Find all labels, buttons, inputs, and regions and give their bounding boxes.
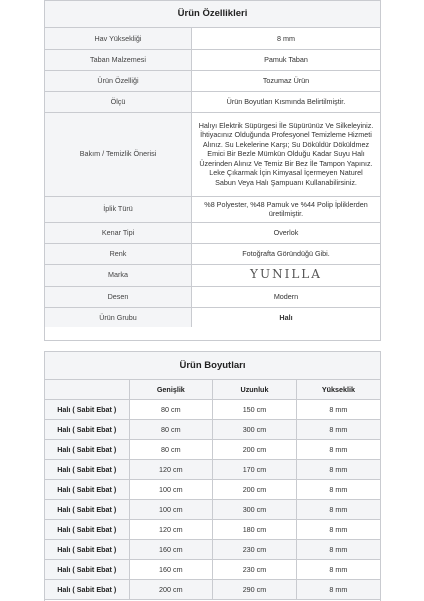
size-name: Halı ( Sabit Ebat ) bbox=[45, 500, 129, 520]
spec-row-pattern bbox=[45, 286, 380, 307]
size-height: 8 mm bbox=[296, 560, 380, 580]
size-width: 80 cm bbox=[129, 420, 213, 440]
spec-row-brand bbox=[45, 264, 380, 286]
table-row bbox=[45, 580, 380, 600]
size-width: 160 cm bbox=[129, 540, 213, 560]
specs-table bbox=[45, 28, 380, 327]
size-width: 160 cm bbox=[129, 560, 213, 580]
size-height: 8 mm bbox=[296, 540, 380, 560]
spec-row-group bbox=[45, 307, 380, 327]
size-width: 200 cm bbox=[129, 580, 213, 600]
table-row bbox=[45, 440, 380, 460]
size-length: 300 cm bbox=[213, 500, 297, 520]
table-row bbox=[45, 560, 380, 580]
spec-value: Fotoğrafta Göründüğü Gibi. bbox=[192, 243, 381, 264]
size-name: Halı ( Sabit Ebat ) bbox=[45, 480, 129, 500]
size-width: 80 cm bbox=[129, 440, 213, 460]
size-height: 8 mm bbox=[296, 520, 380, 540]
size-name: Halı ( Sabit Ebat ) bbox=[45, 440, 129, 460]
size-name: Halı ( Sabit Ebat ) bbox=[45, 420, 129, 440]
size-height: 8 mm bbox=[296, 440, 380, 460]
size-name: Halı ( Sabit Ebat ) bbox=[45, 580, 129, 600]
spec-label: Bakım / Temizlik Önerisi bbox=[45, 112, 192, 196]
spec-label: Taban Malzemesi bbox=[45, 49, 192, 70]
size-width: 100 cm bbox=[129, 500, 213, 520]
header-cell bbox=[45, 380, 129, 400]
size-width: 80 cm bbox=[129, 400, 213, 420]
size-length: 230 cm bbox=[213, 540, 297, 560]
size-length: 300 cm bbox=[213, 420, 297, 440]
size-length: 290 cm bbox=[213, 580, 297, 600]
spec-value: Pamuk Taban bbox=[192, 49, 381, 70]
spec-value: Ürün Boyutları Kısmında Belirtilmiştir. bbox=[192, 91, 381, 112]
table-row bbox=[45, 480, 380, 500]
size-height: 8 mm bbox=[296, 420, 380, 440]
size-width: 120 cm bbox=[129, 520, 213, 540]
spec-row-feature bbox=[45, 70, 380, 91]
spec-label: Ölçü bbox=[45, 91, 192, 112]
sizes-table bbox=[45, 380, 380, 600]
size-name: Halı ( Sabit Ebat ) bbox=[45, 560, 129, 580]
size-length: 180 cm bbox=[213, 520, 297, 540]
header-width: Genişlik bbox=[129, 380, 213, 400]
sizes-header-row bbox=[45, 380, 380, 400]
spec-value: Halıyı Elektrik Süpürgesi İle Süpürünüz Ve Silkeleyiniz. İhtiyacınız Olduğunda Profesyonel Temizleme Hizmeti Alınız. Su Lekelerine Karşı; Su Döküldür Döküldmez Emici Bir Bezle Mümkün Olduğu Kadar Suyu Halı Üzerinden Alınız Ve Temiz Bir Bez İle Tampon Yapınız. Leke Çıkarmak İçin Kimyasal İçermeyen Naturel Sabun Veya Halı Şampuanı Kullanabilirsiniz. bbox=[192, 112, 381, 196]
spec-row-pile-height bbox=[45, 28, 380, 49]
brand-logo: YUNILLA bbox=[250, 266, 322, 281]
table-row bbox=[45, 460, 380, 480]
spec-label: Marka bbox=[45, 264, 192, 286]
size-height: 8 mm bbox=[296, 460, 380, 480]
spec-row-care bbox=[45, 112, 380, 196]
spec-label: İplik Türü bbox=[45, 196, 192, 222]
table-row bbox=[45, 540, 380, 560]
product-specs-card bbox=[44, 0, 381, 341]
spec-value: Tozumaz Ürün bbox=[192, 70, 381, 91]
spec-row-size bbox=[45, 91, 380, 112]
size-length: 150 cm bbox=[213, 400, 297, 420]
size-height: 8 mm bbox=[296, 580, 380, 600]
spec-row-color bbox=[45, 243, 380, 264]
size-length: 200 cm bbox=[213, 440, 297, 460]
spec-value: 8 mm bbox=[192, 28, 381, 49]
table-row bbox=[45, 500, 380, 520]
spec-value: Modern bbox=[192, 286, 381, 307]
size-width: 100 cm bbox=[129, 480, 213, 500]
spec-row-edge bbox=[45, 222, 380, 243]
spec-value: Halı bbox=[192, 307, 381, 327]
size-height: 8 mm bbox=[296, 500, 380, 520]
size-length: 230 cm bbox=[213, 560, 297, 580]
size-name: Halı ( Sabit Ebat ) bbox=[45, 400, 129, 420]
table-row bbox=[45, 420, 380, 440]
table-row bbox=[45, 400, 380, 420]
size-height: 8 mm bbox=[296, 480, 380, 500]
header-height: Yükseklik bbox=[296, 380, 380, 400]
size-length: 170 cm bbox=[213, 460, 297, 480]
spec-label: Hav Yüksekliği bbox=[45, 28, 192, 49]
size-height: 8 mm bbox=[296, 400, 380, 420]
size-width: 120 cm bbox=[129, 460, 213, 480]
specs-title: Ürün Özellikleri bbox=[45, 1, 380, 28]
product-sizes-card bbox=[44, 351, 381, 601]
table-row bbox=[45, 520, 380, 540]
size-name: Halı ( Sabit Ebat ) bbox=[45, 540, 129, 560]
spec-label: Ürün Özelliği bbox=[45, 70, 192, 91]
spec-label: Ürün Grubu bbox=[45, 307, 192, 327]
size-name: Halı ( Sabit Ebat ) bbox=[45, 520, 129, 540]
spec-row-base-material bbox=[45, 49, 380, 70]
spec-label: Desen bbox=[45, 286, 192, 307]
header-length: Uzunluk bbox=[213, 380, 297, 400]
size-name: Halı ( Sabit Ebat ) bbox=[45, 460, 129, 480]
spec-row-yarn bbox=[45, 196, 380, 222]
spec-value: Overlok bbox=[192, 222, 381, 243]
spec-label: Renk bbox=[45, 243, 192, 264]
size-length: 200 cm bbox=[213, 480, 297, 500]
spec-label: Kenar Tipi bbox=[45, 222, 192, 243]
spec-value: %8 Polyester, %48 Pamuk ve %44 Polip İpliklerden üretilmiştir. bbox=[192, 196, 381, 222]
sizes-title: Ürün Boyutları bbox=[45, 352, 380, 380]
